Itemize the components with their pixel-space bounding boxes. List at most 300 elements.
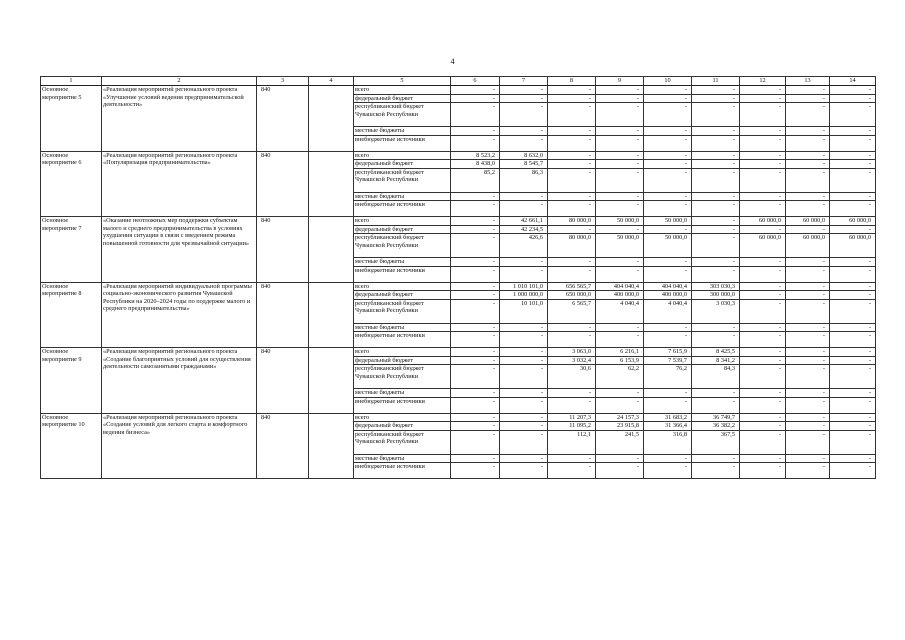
value-cell: - — [500, 192, 548, 201]
value-cell: - — [548, 86, 596, 95]
value-cell: - — [548, 127, 596, 136]
value-cell: - — [692, 168, 740, 192]
value-cell: 300 000,0 — [692, 291, 740, 300]
value-cell: 367,5 — [692, 430, 740, 454]
value-cell: - — [740, 127, 786, 136]
value-cell: - — [644, 323, 692, 332]
value-cell: - — [548, 266, 596, 282]
value-cell: - — [830, 299, 876, 323]
value-cell: - — [740, 389, 786, 398]
measure-name: Основное мероприятие 7 — [41, 217, 102, 283]
value-cell: - — [596, 258, 644, 267]
empty-cell — [309, 348, 354, 414]
value-cell: - — [596, 201, 644, 217]
value-cell: - — [548, 463, 596, 479]
value-cell: - — [740, 168, 786, 192]
value-cell: - — [692, 454, 740, 463]
value-cell: - — [548, 454, 596, 463]
value-cell: 400 000,0 — [596, 291, 644, 300]
measure-name: Основное мероприятие 6 — [41, 151, 102, 217]
value-cell: 23 915,8 — [596, 422, 644, 431]
column-header: 12 — [740, 77, 786, 86]
responsible-code: 840 — [257, 282, 309, 348]
value-cell: - — [596, 135, 644, 151]
value-cell: - — [786, 299, 830, 323]
value-cell: - — [500, 135, 548, 151]
value-cell: 112,1 — [548, 430, 596, 454]
value-cell: 426,6 — [500, 234, 548, 258]
measure-description: «Реализация мероприятий регионального проекта «Улучшение условий ведения предпринимательской деятельности» — [102, 86, 257, 152]
value-cell: - — [548, 397, 596, 413]
value-cell: 50 000,0 — [644, 234, 692, 258]
table-row — [41, 348, 876, 357]
value-cell: - — [740, 135, 786, 151]
value-cell: - — [692, 323, 740, 332]
value-cell: - — [830, 103, 876, 127]
value-cell: - — [740, 332, 786, 348]
funding-source: федеральный бюджет — [354, 291, 451, 300]
value-cell: - — [786, 365, 830, 389]
value-cell: - — [500, 348, 548, 357]
value-cell: - — [596, 168, 644, 192]
value-cell: - — [451, 413, 500, 422]
funding-source: республиканский бюджет Чувашской Республики — [354, 168, 451, 192]
value-cell: 60 000,0 — [786, 217, 830, 226]
funding-source: местные бюджеты — [354, 192, 451, 201]
value-cell: - — [830, 127, 876, 136]
value-cell: - — [451, 299, 500, 323]
value-cell: - — [644, 201, 692, 217]
value-cell: - — [692, 127, 740, 136]
value-cell: 11 095,2 — [548, 422, 596, 431]
value-cell: - — [692, 201, 740, 217]
value-cell: - — [830, 86, 876, 95]
value-cell: - — [786, 201, 830, 217]
value-cell: 303 030,3 — [692, 282, 740, 291]
measure-description: «Оказание неотложных мер поддержки субъектам малого и среднего предпринимательства в условиях ухудшения ситуации в связи с введением режима повышенной готовности для чрезвычайной ситуации» — [102, 217, 257, 283]
value-cell: - — [644, 454, 692, 463]
value-cell: - — [596, 266, 644, 282]
funding-source: федеральный бюджет — [354, 160, 451, 169]
value-cell: - — [644, 127, 692, 136]
responsible-code: 840 — [257, 86, 309, 152]
value-cell: - — [548, 168, 596, 192]
column-header: 1 — [41, 77, 102, 86]
value-cell: - — [451, 103, 500, 127]
funding-source: федеральный бюджет — [354, 225, 451, 234]
value-cell: - — [786, 332, 830, 348]
value-cell: - — [830, 413, 876, 422]
value-cell: - — [692, 192, 740, 201]
funding-source: федеральный бюджет — [354, 356, 451, 365]
measure-name: Основное мероприятие 10 — [41, 413, 102, 479]
value-cell: - — [830, 365, 876, 389]
value-cell: - — [786, 397, 830, 413]
measure-description: «Реализация мероприятий регионального проекта «Создание благоприятных условий для осуществления деятельности самозанятыми гражданами» — [102, 348, 257, 414]
measure-name: Основное мероприятие 9 — [41, 348, 102, 414]
value-cell: - — [830, 454, 876, 463]
column-header: 14 — [830, 77, 876, 86]
value-cell: - — [596, 463, 644, 479]
empty-cell — [309, 151, 354, 217]
value-cell: - — [451, 266, 500, 282]
value-cell: - — [644, 397, 692, 413]
value-cell: - — [451, 430, 500, 454]
value-cell: - — [500, 94, 548, 103]
value-cell: - — [740, 422, 786, 431]
value-cell: - — [596, 225, 644, 234]
value-cell: - — [644, 94, 692, 103]
value-cell: - — [830, 201, 876, 217]
value-cell: 42 234,5 — [500, 225, 548, 234]
value-cell: - — [451, 332, 500, 348]
value-cell: - — [692, 151, 740, 160]
value-cell: - — [692, 225, 740, 234]
value-cell: - — [500, 127, 548, 136]
value-cell: - — [451, 397, 500, 413]
value-cell: 60 000,0 — [740, 217, 786, 226]
value-cell: 24 157,3 — [596, 413, 644, 422]
funding-source: местные бюджеты — [354, 389, 451, 398]
value-cell: - — [451, 356, 500, 365]
value-cell: 80 000,0 — [548, 217, 596, 226]
value-cell: - — [740, 413, 786, 422]
value-cell: - — [740, 258, 786, 267]
value-cell: - — [644, 151, 692, 160]
value-cell: - — [786, 127, 830, 136]
value-cell: - — [500, 413, 548, 422]
value-cell: - — [830, 389, 876, 398]
table-row — [41, 151, 876, 160]
value-cell: - — [500, 266, 548, 282]
value-cell: 404 040,4 — [596, 282, 644, 291]
value-cell: - — [451, 323, 500, 332]
value-cell: - — [830, 225, 876, 234]
value-cell: - — [740, 323, 786, 332]
value-cell: 31 366,4 — [644, 422, 692, 431]
value-cell: - — [451, 234, 500, 258]
value-cell: - — [740, 103, 786, 127]
value-cell: 60 000,0 — [830, 217, 876, 226]
funding-source: всего — [354, 282, 451, 291]
value-cell: - — [740, 365, 786, 389]
value-cell: - — [548, 103, 596, 127]
funding-source: местные бюджеты — [354, 454, 451, 463]
value-cell: 8 632,0 — [500, 151, 548, 160]
value-cell: - — [786, 413, 830, 422]
value-cell: - — [786, 192, 830, 201]
value-cell: - — [644, 266, 692, 282]
value-cell: - — [786, 160, 830, 169]
value-cell: 3 032,4 — [548, 356, 596, 365]
funding-source: местные бюджеты — [354, 323, 451, 332]
column-header: 6 — [451, 77, 500, 86]
column-header: 4 — [309, 77, 354, 86]
value-cell: - — [451, 365, 500, 389]
value-cell: 36 382,2 — [692, 422, 740, 431]
value-cell: - — [830, 266, 876, 282]
value-cell: - — [740, 266, 786, 282]
value-cell: - — [740, 348, 786, 357]
value-cell: - — [692, 103, 740, 127]
value-cell: - — [830, 422, 876, 431]
value-cell: - — [451, 135, 500, 151]
funding-source: внебюджетные источники — [354, 201, 451, 217]
value-cell: 8 438,0 — [451, 160, 500, 169]
column-header: 11 — [692, 77, 740, 86]
value-cell: - — [500, 86, 548, 95]
column-header: 7 — [500, 77, 548, 86]
value-cell: - — [451, 192, 500, 201]
value-cell: 62,2 — [596, 365, 644, 389]
value-cell: - — [786, 282, 830, 291]
value-cell: 60 000,0 — [830, 234, 876, 258]
value-cell: - — [500, 430, 548, 454]
funding-source: внебюджетные источники — [354, 463, 451, 479]
column-header: 9 — [596, 77, 644, 86]
value-cell: 31 683,2 — [644, 413, 692, 422]
measure-description: «Реализация мероприятий регионального проекта «Популяризация предпринимательства» — [102, 151, 257, 217]
value-cell: - — [740, 201, 786, 217]
value-cell: - — [644, 389, 692, 398]
value-cell: - — [451, 201, 500, 217]
value-cell: 76,2 — [644, 365, 692, 389]
value-cell: - — [500, 332, 548, 348]
value-cell: - — [786, 151, 830, 160]
value-cell: 36 749,7 — [692, 413, 740, 422]
value-cell: - — [548, 389, 596, 398]
value-cell: - — [786, 356, 830, 365]
value-cell: - — [500, 258, 548, 267]
value-cell: - — [644, 168, 692, 192]
value-cell: 11 207,3 — [548, 413, 596, 422]
value-cell: - — [500, 201, 548, 217]
value-cell: - — [548, 151, 596, 160]
value-cell: - — [548, 135, 596, 151]
funding-source: федеральный бюджет — [354, 422, 451, 431]
value-cell: - — [786, 225, 830, 234]
value-cell: - — [830, 323, 876, 332]
value-cell: - — [830, 356, 876, 365]
header-row — [41, 77, 876, 86]
funding-source: всего — [354, 413, 451, 422]
value-cell: - — [830, 168, 876, 192]
value-cell: - — [692, 266, 740, 282]
value-cell: 60 000,0 — [740, 234, 786, 258]
budget-table — [40, 76, 876, 479]
value-cell: - — [548, 160, 596, 169]
table-row — [41, 217, 876, 226]
value-cell: 400 000,0 — [644, 291, 692, 300]
value-cell: - — [786, 430, 830, 454]
responsible-code: 840 — [257, 413, 309, 479]
value-cell: - — [786, 389, 830, 398]
value-cell: - — [451, 454, 500, 463]
value-cell: - — [451, 389, 500, 398]
value-cell: - — [451, 258, 500, 267]
value-cell: - — [500, 356, 548, 365]
value-cell: - — [451, 94, 500, 103]
measure-name: Основное мероприятие 8 — [41, 282, 102, 348]
value-cell: 1 000 000,0 — [500, 291, 548, 300]
column-header: 5 — [354, 77, 451, 86]
empty-cell — [309, 86, 354, 152]
value-cell: - — [596, 160, 644, 169]
value-cell: - — [596, 454, 644, 463]
value-cell: - — [830, 160, 876, 169]
value-cell: - — [830, 463, 876, 479]
value-cell: 60 000,0 — [786, 234, 830, 258]
value-cell: - — [596, 151, 644, 160]
value-cell: - — [596, 397, 644, 413]
value-cell: - — [830, 151, 876, 160]
value-cell: - — [548, 225, 596, 234]
table-row — [41, 86, 876, 95]
value-cell: - — [644, 135, 692, 151]
responsible-code: 840 — [257, 217, 309, 283]
funding-source: республиканский бюджет Чувашской Республики — [354, 234, 451, 258]
value-cell: - — [596, 103, 644, 127]
value-cell: - — [830, 94, 876, 103]
measure-name: Основное мероприятие 5 — [41, 86, 102, 152]
value-cell: 8 545,7 — [500, 160, 548, 169]
value-cell: 50 000,0 — [644, 217, 692, 226]
value-cell: - — [740, 299, 786, 323]
funding-source: внебюджетные источники — [354, 397, 451, 413]
value-cell: 6 565,7 — [548, 299, 596, 323]
value-cell: - — [500, 463, 548, 479]
value-cell: - — [740, 86, 786, 95]
value-cell: 6 153,9 — [596, 356, 644, 365]
value-cell: 50 000,0 — [596, 217, 644, 226]
value-cell: - — [740, 151, 786, 160]
value-cell: - — [451, 422, 500, 431]
value-cell: - — [692, 135, 740, 151]
value-cell: - — [692, 397, 740, 413]
funding-source: всего — [354, 348, 451, 357]
value-cell: 241,5 — [596, 430, 644, 454]
funding-source: местные бюджеты — [354, 258, 451, 267]
value-cell: - — [740, 94, 786, 103]
value-cell: - — [786, 291, 830, 300]
funding-source: республиканский бюджет Чувашской Республики — [354, 299, 451, 323]
value-cell: - — [740, 291, 786, 300]
value-cell: 7 615,9 — [644, 348, 692, 357]
measure-description: «Реализация мероприятий регионального проекта «Создание условий для легкого старта и комфортного ведения бизнеса» — [102, 413, 257, 479]
empty-cell — [309, 217, 354, 283]
value-cell: 10 101,0 — [500, 299, 548, 323]
value-cell: - — [548, 201, 596, 217]
value-cell: - — [548, 258, 596, 267]
value-cell: - — [830, 135, 876, 151]
value-cell: 3 063,0 — [548, 348, 596, 357]
value-cell: - — [786, 323, 830, 332]
value-cell: - — [451, 217, 500, 226]
funding-source: всего — [354, 217, 451, 226]
value-cell: - — [692, 463, 740, 479]
funding-source: республиканский бюджет Чувашской Республики — [354, 103, 451, 127]
value-cell: - — [451, 127, 500, 136]
value-cell: - — [644, 258, 692, 267]
value-cell: 7 539,7 — [644, 356, 692, 365]
value-cell: - — [740, 356, 786, 365]
value-cell: - — [500, 323, 548, 332]
value-cell: - — [830, 192, 876, 201]
value-cell: - — [830, 332, 876, 348]
column-header: 13 — [786, 77, 830, 86]
value-cell: - — [740, 192, 786, 201]
value-cell: 80 000,0 — [548, 234, 596, 258]
table-row — [41, 282, 876, 291]
value-cell: 42 661,1 — [500, 217, 548, 226]
value-cell: - — [786, 135, 830, 151]
value-cell: - — [692, 217, 740, 226]
value-cell: - — [596, 94, 644, 103]
value-cell: 650 000,0 — [548, 291, 596, 300]
page-number: 4 — [450, 57, 455, 66]
value-cell: - — [692, 86, 740, 95]
value-cell: - — [740, 282, 786, 291]
column-header: 8 — [548, 77, 596, 86]
value-cell: - — [786, 168, 830, 192]
value-cell: - — [451, 225, 500, 234]
value-cell: - — [786, 258, 830, 267]
value-cell: - — [786, 348, 830, 357]
empty-cell — [309, 282, 354, 348]
funding-source: всего — [354, 151, 451, 160]
value-cell: - — [830, 282, 876, 291]
value-cell: - — [786, 103, 830, 127]
value-cell: - — [596, 389, 644, 398]
value-cell: - — [596, 192, 644, 201]
value-cell: - — [786, 86, 830, 95]
value-cell: - — [692, 234, 740, 258]
table-row — [41, 413, 876, 422]
funding-source: республиканский бюджет Чувашской Республики — [354, 365, 451, 389]
value-cell: - — [500, 397, 548, 413]
funding-source: местные бюджеты — [354, 127, 451, 136]
value-cell: - — [644, 86, 692, 95]
value-cell: 656 565,7 — [548, 282, 596, 291]
value-cell: 316,8 — [644, 430, 692, 454]
value-cell: 30,6 — [548, 365, 596, 389]
value-cell: - — [692, 258, 740, 267]
funding-source: республиканский бюджет Чувашской Республики — [354, 430, 451, 454]
value-cell: - — [830, 348, 876, 357]
empty-cell — [309, 413, 354, 479]
value-cell: - — [548, 323, 596, 332]
measure-description: «Реализация мероприятий индивидуальной программы социально-экономического развития Чувашской Республики на 2020–2024 годы по поддержке малого и среднего предпринимательства» — [102, 282, 257, 348]
value-cell: 6 216,1 — [596, 348, 644, 357]
value-cell: - — [692, 160, 740, 169]
value-cell: - — [500, 422, 548, 431]
value-cell: 50 000,0 — [596, 234, 644, 258]
value-cell: - — [644, 192, 692, 201]
value-cell: - — [786, 266, 830, 282]
value-cell: - — [740, 430, 786, 454]
value-cell: 8 425,5 — [692, 348, 740, 357]
value-cell: - — [451, 348, 500, 357]
value-cell: - — [596, 332, 644, 348]
value-cell: - — [692, 332, 740, 348]
value-cell: - — [596, 86, 644, 95]
funding-source: внебюджетные источники — [354, 266, 451, 282]
value-cell: - — [740, 225, 786, 234]
value-cell: - — [644, 103, 692, 127]
value-cell: 404 040,4 — [644, 282, 692, 291]
value-cell: - — [740, 160, 786, 169]
value-cell: - — [786, 422, 830, 431]
